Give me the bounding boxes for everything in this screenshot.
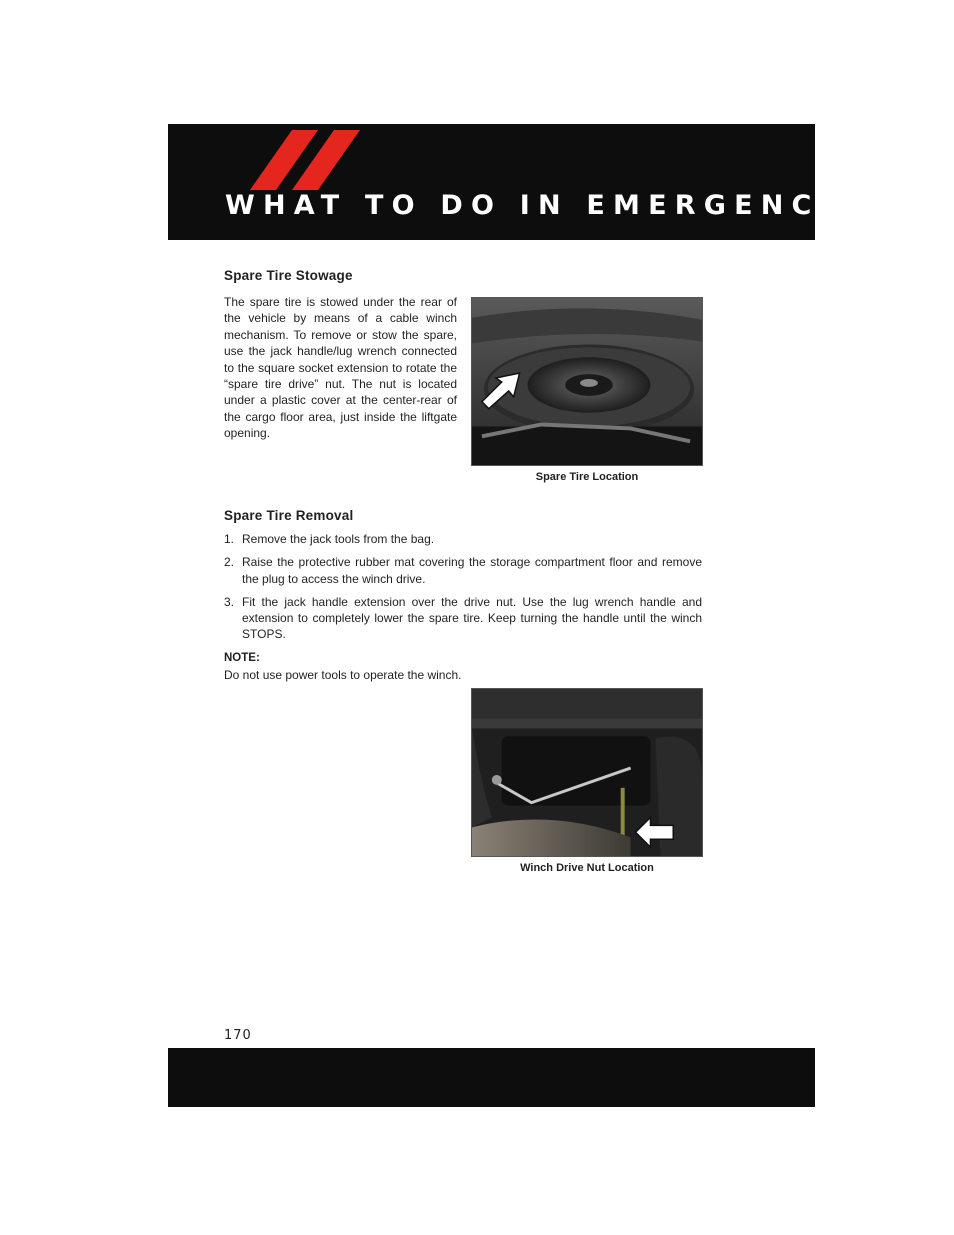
step-text: Remove the jack tools from the bag. (242, 532, 435, 546)
chapter-header-bar (168, 124, 893, 240)
winch-drive-photo (471, 688, 703, 857)
step-text: Fit the jack handle extension over the drive nut. Use the lug wrench handle and extension to completely lower the spare tire. Keep turning the handle until the winch STOPS. (242, 594, 702, 642)
step-number: 3. (224, 594, 235, 609)
stowage-paragraph: The spare tire is stowed under the rear of the vehicle by means of a cable winch mechanism. To remove or stow the spare, use the jack handle/lug wrench connected to the square socket extension to rotate the “spare tire drive” nut. The nut is located under a plastic cover at the center-rear of the cargo floor area, just inside the liftgate opening. (224, 295, 457, 441)
section-heading-removal: Spare Tire Removal (224, 508, 354, 523)
page-number: 170 (224, 1028, 252, 1043)
list-item (224, 531, 702, 547)
step-text: Raise the protective rubber mat covering the storage compartment floor and remove the plug to access the winch drive. (242, 555, 702, 586)
spare-tire-photo (471, 297, 703, 466)
list-item (224, 594, 702, 643)
footer-bar (168, 1048, 815, 1107)
spare-tire-caption: Spare Tire Location (535, 471, 639, 483)
brand-stripes-logo (250, 130, 360, 190)
step-number: 2. (224, 555, 235, 570)
section-heading-stowage: Spare Tire Stowage (224, 268, 353, 283)
removal-steps-list (224, 531, 702, 650)
winch-drive-caption: Winch Drive Nut Location (520, 862, 654, 874)
note-label: NOTE: (224, 652, 260, 664)
chapter-title: WHAT TO DO IN EMERGENCIES (225, 190, 893, 221)
list-item (224, 554, 702, 587)
step-number: 1. (224, 532, 235, 546)
note-text: Do not use power tools to operate the winch. (224, 668, 462, 682)
